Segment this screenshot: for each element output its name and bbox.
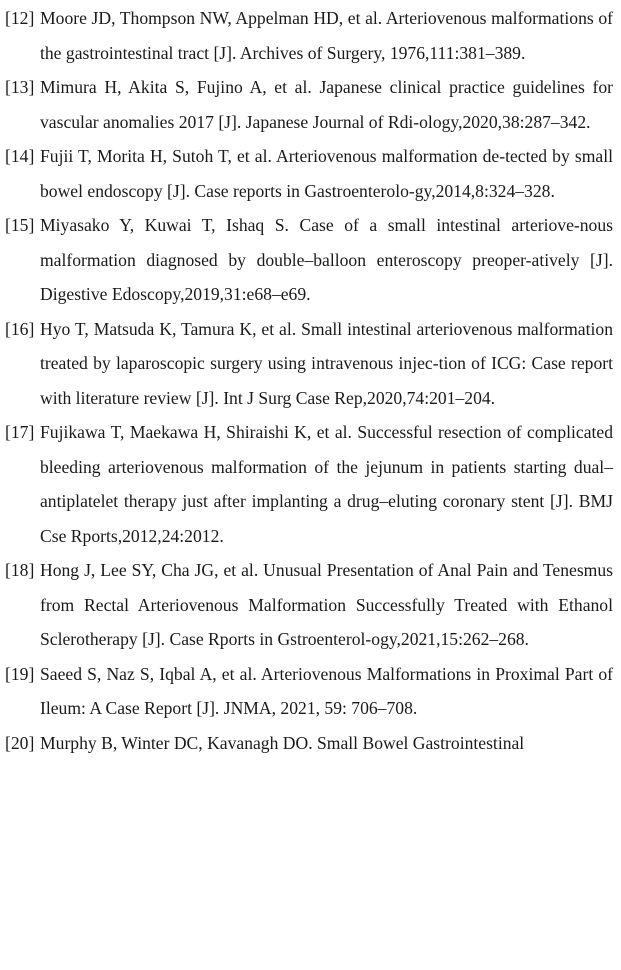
reference-item-14 (5, 139, 613, 208)
reference-number: [13] (5, 77, 35, 97)
reference-item-17 (5, 415, 613, 553)
reference-number: [18] (5, 560, 35, 580)
reference-text: Mimura H, Akita S, Fujino A, et al. Japanese clinical practice guidelines for vascular anomalies 2017 [J]. Japanese Journal of Rdi-ology,2020,38:287–342. (40, 77, 613, 132)
reference-item-19 (5, 657, 613, 726)
reference-text: Fujikawa T, Maekawa H, Shiraishi K, et al. Successful resection of complicated bleeding arteriovenous malformation of the jejunum in patients starting dual–antiplatelet therapy just after implanting a drug–eluting coronary stent [J]. BMJ Cse Rports,2012,24:2012. (40, 422, 613, 546)
reference-number: [19] (5, 663, 35, 684)
reference-number: [14] (5, 146, 35, 166)
reference-item-16 (5, 312, 613, 416)
reference-text: Hyo T, Matsuda K, Tamura K, et al. Small intestinal arteriovenous malformation treated by laparoscopic surgery using intravenous injec-tion of ICG: Case report with literature review [J]. Int J Surg Case Rep,2020,74:201–204. (40, 318, 613, 408)
reference-list (5, 0, 613, 760)
reference-number: [16] (5, 318, 35, 339)
reference-text: Murphy B, Winter DC, Kavanagh DO. Small Bowel Gastrointestinal (40, 732, 525, 753)
reference-text: Miyasako Y, Kuwai T, Ishaq S. Case of a small intestinal arteriove-nous malformation diagnosed by double–balloon enteroscopy preoper-atively [J]. Digestive Edoscopy,2019,31:e68–e69. (40, 215, 613, 304)
reference-number: [15] (5, 215, 35, 235)
reference-item-20 (5, 726, 613, 761)
reference-text: Saeed S, Naz S, Iqbal A, et al. Arteriovenous Malformations in Proximal Part of Ileum: A Case Report [J]. JNMA, 2021, 59: 706–708. (40, 663, 613, 718)
reference-text: Moore JD, Thompson NW, Appelman HD, et al. Arteriovenous malformations of the gastrointestinal tract [J]. Archives of Surgery, 1976,111:381–389. (40, 8, 613, 63)
reference-item-15 (5, 208, 613, 312)
reference-number: [20] (5, 732, 35, 753)
reference-number: [12] (5, 8, 35, 28)
reference-text: Hong J, Lee SY, Cha JG, et al. Unusual Presentation of Anal Pain and Tenesmus from Rectal Arteriovenous Malformation Successfully Treated with Ethanol Sclerotherapy [J]. Case Rports in Gstroenterol-ogy,2021,15:262–268. (40, 560, 613, 649)
reference-text: Fujii T, Morita H, Sutoh T, et al. Arteriovenous malformation de-tected by small bowel endoscopy [J]. Case reports in Gastroenterolo-gy,2014,8:324–328. (40, 146, 613, 201)
reference-item-12 (5, 1, 613, 70)
reference-item-18 (5, 553, 613, 657)
reference-number: [17] (5, 422, 35, 442)
reference-item-13 (5, 70, 613, 139)
